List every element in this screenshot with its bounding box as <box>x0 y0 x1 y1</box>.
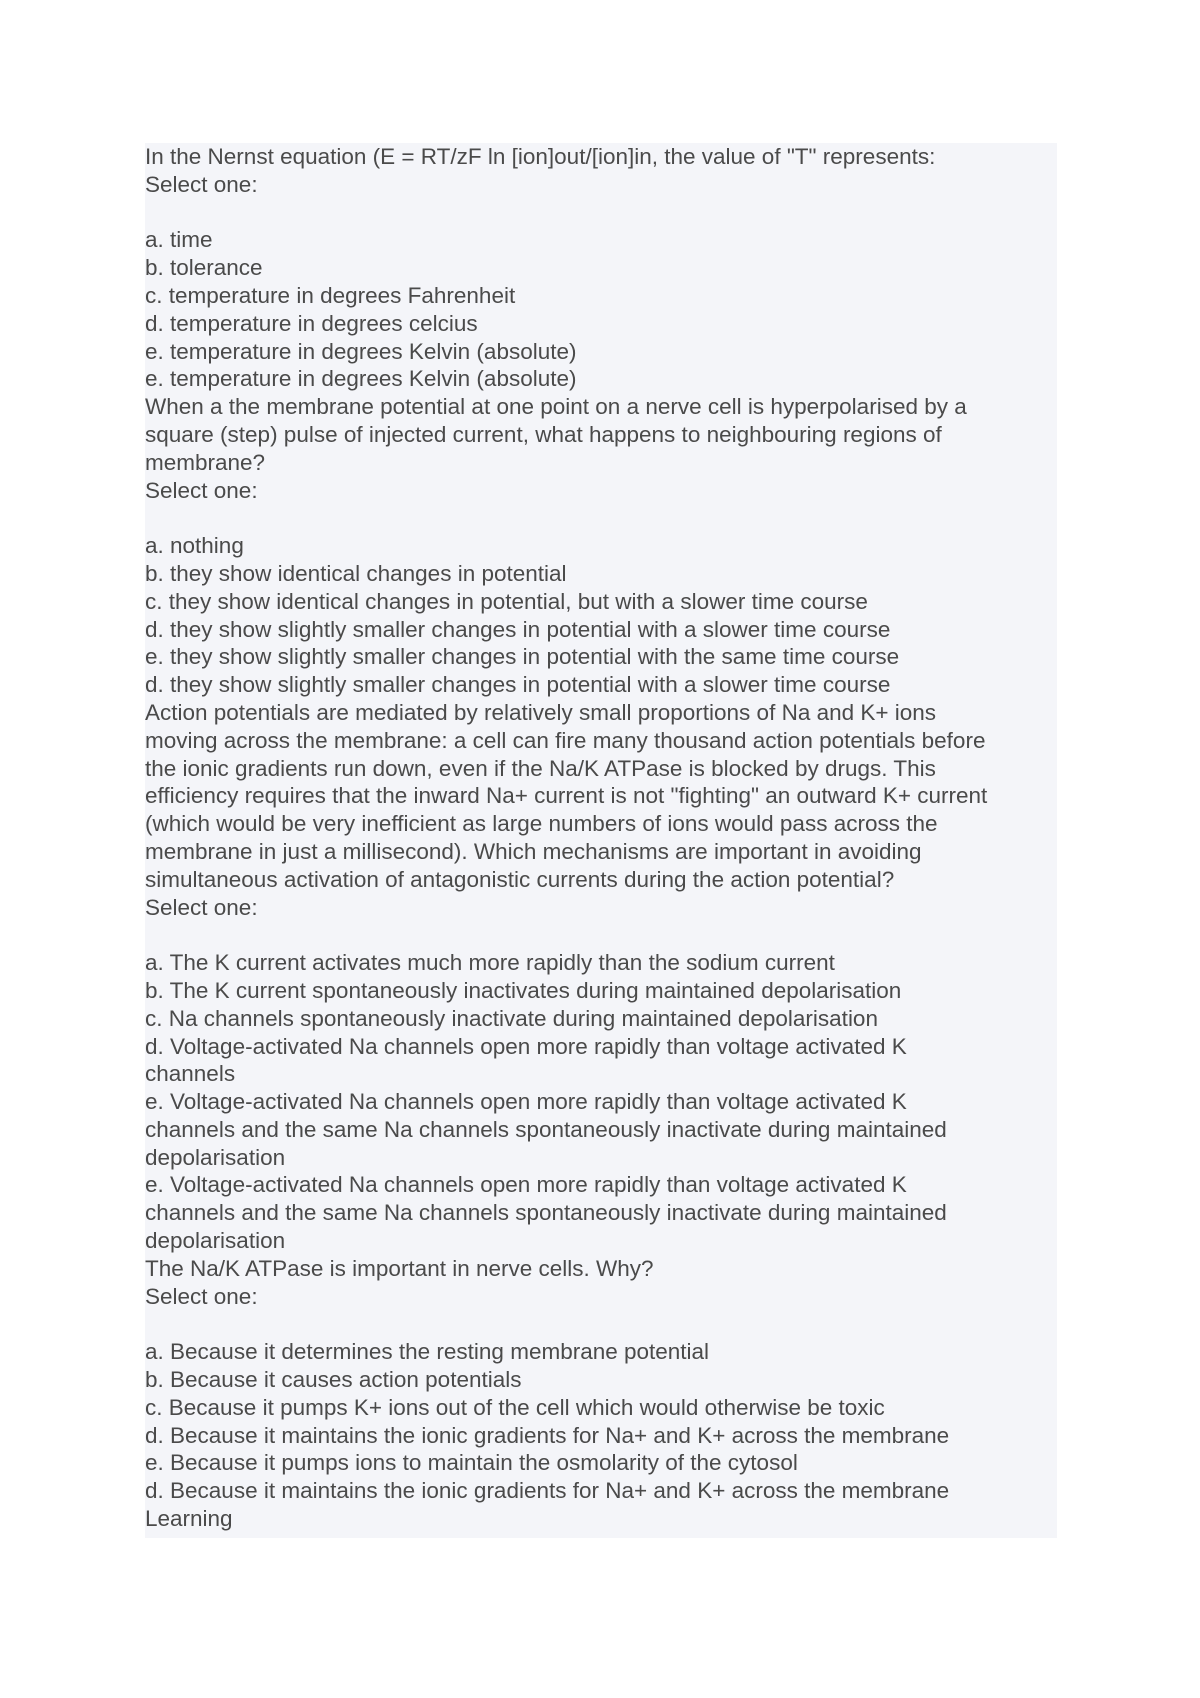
answer-option: c. they show identical changes in potential, but with a slower time course <box>145 588 868 614</box>
correct-answer: channels and the same Na channels spontaneously inactivate during maintained <box>145 1200 947 1226</box>
blank-line <box>145 1310 1065 1338</box>
correct-answer: e. Voltage-activated Na channels open more rapidly than voltage activated K <box>145 1172 907 1198</box>
correct-answer: d. they show slightly smaller changes in potential with a slower time course <box>145 672 891 698</box>
question-text: membrane in just a millisecond). Which mechanisms are important in avoiding <box>145 838 922 864</box>
answer-option: c. Because it pumps K+ ions out of the cell which would otherwise be toxic <box>145 1394 885 1420</box>
question-text: In the Nernst equation (E = RT/zF ln [ion]out/[ion]in, the value of "T" represents: <box>145 144 936 169</box>
blank-line <box>145 199 1065 227</box>
answer-option: b. Because it causes action potentials <box>145 1367 522 1393</box>
answer-option: b. tolerance <box>145 255 263 281</box>
answer-option: b. they show identical changes in potential <box>145 560 567 586</box>
answer-option: a. Because it determines the resting membrane potential <box>145 1339 710 1365</box>
blank-line <box>145 921 1065 949</box>
answer-option: d. Because it maintains the ionic gradients for Na+ and K+ across the membrane <box>145 1422 950 1448</box>
answer-option: depolarisation <box>145 1144 286 1170</box>
answer-option: d. temperature in degrees celcius <box>145 310 478 336</box>
answer-option: a. time <box>145 227 213 253</box>
answer-option: e. Because it pumps ions to maintain the osmolarity of the cytosol <box>145 1450 798 1476</box>
question-text: The Na/K ATPase is important in nerve cells. Why? <box>145 1255 654 1281</box>
answer-option: e. they show slightly smaller changes in potential with the same time course <box>145 644 900 670</box>
answer-option: channels <box>145 1061 236 1087</box>
blank-line <box>145 504 1065 532</box>
document-page <box>145 143 1057 1538</box>
correct-answer: d. Because it maintains the ionic gradients for Na+ and K+ across the membrane <box>145 1478 950 1504</box>
select-one-label: Select one: <box>145 1283 258 1309</box>
question-text: simultaneous activation of antagonistic currents during the action potential? <box>145 866 895 892</box>
footer-text: Learning <box>145 1506 233 1532</box>
answer-option: channels and the same Na channels spontaneously inactivate during maintained <box>145 1116 947 1142</box>
answer-option: e. temperature in degrees Kelvin (absolute) <box>145 338 577 364</box>
answer-option: a. The K current activates much more rapidly than the sodium current <box>145 950 835 976</box>
question-text: the ionic gradients run down, even if the Na/K ATPase is blocked by drugs. This <box>145 755 936 781</box>
question-text: (which would be very inefficient as large numbers of ions would pass across the <box>145 811 938 837</box>
question-text: square (step) pulse of injected current, what happens to neighbouring regions of <box>145 421 942 447</box>
question-text: efficiency requires that the inward Na+ current is not "fighting" an outward K+ current <box>145 783 988 809</box>
question-text: Action potentials are mediated by relatively small proportions of Na and K+ ions <box>145 699 937 725</box>
select-one-label: Select one: <box>145 171 258 197</box>
quiz-text-block <box>145 143 1065 1533</box>
answer-option: b. The K current spontaneously inactivates during maintained depolarisation <box>145 977 902 1003</box>
answer-option: d. they show slightly smaller changes in potential with a slower time course <box>145 616 891 642</box>
question-text: When a the membrane potential at one point on a nerve cell is hyperpolarised by a <box>145 394 967 420</box>
answer-option: e. Voltage-activated Na channels open more rapidly than voltage activated K <box>145 1089 907 1115</box>
answer-option: c. temperature in degrees Fahrenheit <box>145 282 516 308</box>
select-one-label: Select one: <box>145 894 258 920</box>
answer-option: d. Voltage-activated Na channels open more rapidly than voltage activated K <box>145 1033 907 1059</box>
answer-option: c. Na channels spontaneously inactivate during maintained depolarisation <box>145 1005 878 1031</box>
question-text: moving across the membrane: a cell can fire many thousand action potentials before <box>145 727 986 753</box>
select-one-label: Select one: <box>145 477 258 503</box>
answer-option: a. nothing <box>145 533 244 559</box>
question-text: membrane? <box>145 449 266 475</box>
correct-answer: depolarisation <box>145 1228 286 1254</box>
correct-answer: e. temperature in degrees Kelvin (absolute) <box>145 366 577 392</box>
